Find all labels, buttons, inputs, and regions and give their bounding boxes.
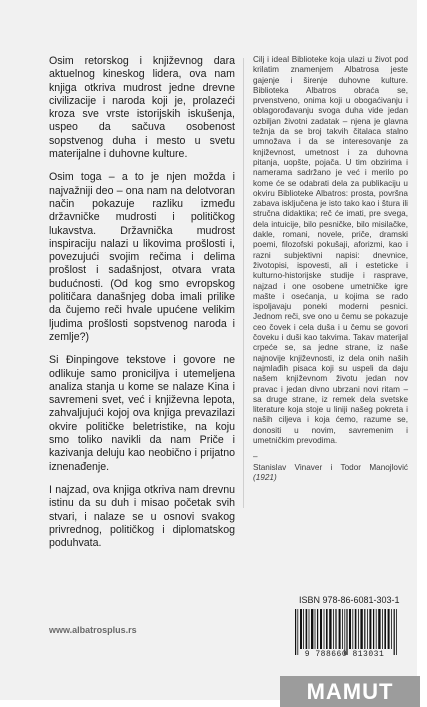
signature-year: (1921)	[253, 472, 277, 482]
series-statement-column	[253, 55, 408, 483]
watermark-logo: MAMUT	[280, 676, 420, 707]
barcode-icon	[289, 609, 404, 655]
blurb-paragraph: Si Đinpingove tekstove i govore ne odlikuje samo proniciljva i utemeljena analiza stanja u kome se nalaze Kina i savremeni svet, već i književna lepota, zahvaljujući kojoj ova knjiga prevazilazi okvire političke beletristike, na koju smo toliko navikli da nam Priče i kazivanja deluju kao neobično i prijatno iznenađenje.	[49, 354, 235, 473]
blurb-paragraph: Osim retorskog i književnog dara aktuelnog kineskog lidera, ova nam knjiga otkriva mudrost jedne drevne civilizacije i naroda koji je, prolazeći kroza sve vrste istorijskih iskušenja, uspeo da sačuva osobenost sopstvenog duha i mesto u svetu materijalne i duhovne kulture.	[49, 55, 235, 161]
publisher-website-link[interactable]: www.albatrosplus.rs	[49, 625, 137, 635]
column-divider	[243, 58, 244, 508]
barcode-digits: 9 788660 813031	[304, 650, 385, 659]
series-statement-text: Cilj i ideal Biblioteke koja ulazi u život pod krilatim znamenjem Albatrosa jeste gajenje i širenje duhovne kulture. Biblioteka Albatros obraća se, prvenstveno, onima koji u obogaćivanju i oblagorođavanju svoga duha vide jedan ozbiljan životni zadatak – njena je glavna težnja da se broj takvih čitalaca stalno umnožava i da se interesovanje za književnost, umetnost i za duhovna pitanja, uopšte, pojača. U tim obzirima i namerama sadržano je već i merilo po kome će se odabrati dela za publikaciju u okviru Biblioteke Albatros: prosta, površna zabava isključena je isto tako kao i štura ili stručna didaktika; reč će imati, pre svega, dela intuicije, bilo pesničke, bilo misilačke, dakle, romani, novele, priče, dramski poemi, filozofski pokušaji, aforizmi, kao i razni subjektivni napisi: dnevnice, životopisi, ispovesti, ali i esteticke i kulturno-historijske studije i rasprave, najzad i one osobene umetničke igre mašte i osećanja, u kojima se rado ispoljavaju poneki moderni pesnici. Jednom reči, sve ono u čemu se pokazuje ceo čovek i cela duša i u čemu se govori čoveku i duši kao takvima. Takav materijal crpeće se, sa jedne strane, iz naše najnovije književnosti, iz dela onih naših najmlađih pisaca koji su uspeli da daju našem književnom životu jedan nov pravac i jedan divno ubrzani novi ritam – sa druge strane, iz remek dela svetske literature koja stoje u liniji našeg pokreta i naših ciljeva i koja ćemo, razume se, donositi u novim, savremenim i umetničkim prevodima.	[253, 55, 408, 445]
blurb-column	[49, 55, 235, 560]
blurb-paragraph: Osim toga – a to je njen možda i najvažniji deo – ona nam na delotvoran način pokazuje razliku između državničke mudrosti i političkog lukavstva. Državnička mudrost inspiraciju nalazi u likovima prošlosti i, povezujući svojim rečima i delima prošlost i sadašnjost, otvara vrata budućnosti. (Od kog smo evropskog političara današnjeg doba imali prilike da čujemo reči hvale upućene velikim ljudima prošlosti sopstvenog naroda i zemlje?)	[49, 171, 235, 343]
isbn-label: ISBN 978-86-6081-303-1	[299, 595, 400, 605]
signature-dash: –	[253, 452, 258, 462]
signature-authors: Stanislav Vinaver i Todor Manojlović	[253, 462, 408, 472]
blurb-paragraph: I najzad, ova knjiga otkriva nam drevnu istinu da su duh i misao početak svih stvari, i nalaze se u osnovi svakog privrednog, političkog i diplomatskog poduhvata.	[49, 483, 235, 550]
series-signature	[253, 452, 408, 483]
